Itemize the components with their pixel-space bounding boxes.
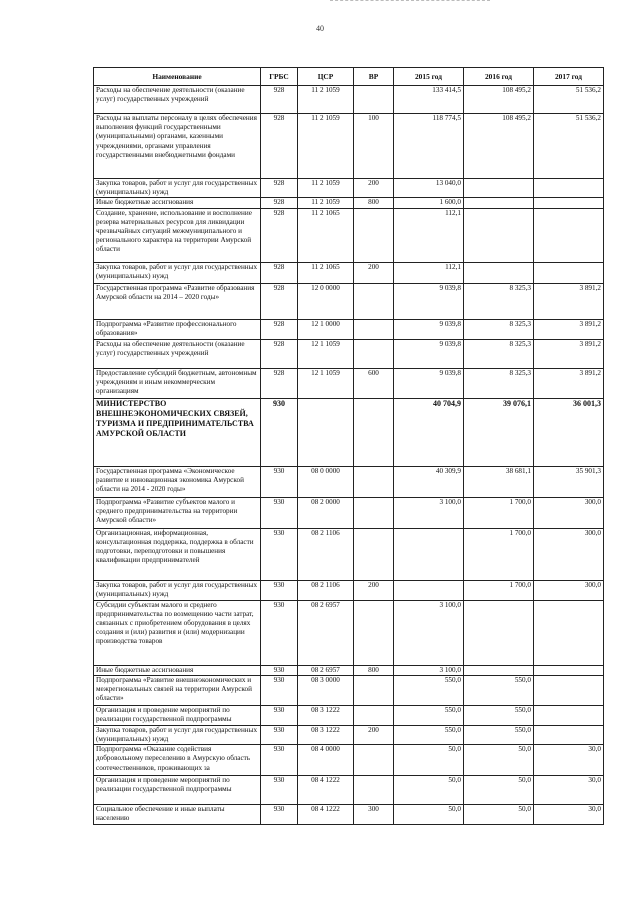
cell-name: Иные бюджетные ассигнования bbox=[94, 665, 261, 675]
cell-csr: 12 1 1059 bbox=[298, 368, 354, 398]
table-row bbox=[94, 675, 604, 705]
cell-grbs: 928 bbox=[261, 283, 298, 319]
cell-2017 bbox=[534, 705, 604, 725]
cell-2017 bbox=[534, 665, 604, 675]
table-row bbox=[94, 86, 604, 114]
cell-csr: 11 2 1059 bbox=[298, 86, 354, 114]
cell-2017: 51 536,2 bbox=[534, 86, 604, 114]
cell-2016: 1 700,0 bbox=[464, 497, 534, 528]
cell-2015: 9 039,8 bbox=[394, 339, 464, 368]
table-row bbox=[94, 528, 604, 580]
cell-2016: 1 700,0 bbox=[464, 528, 534, 580]
cell-name: Подпрограмма «Развитие профессионального образования» bbox=[94, 319, 261, 339]
header-2016: 2016 год bbox=[464, 68, 534, 86]
cell-2015: 3 100,0 bbox=[394, 600, 464, 665]
cell-2016 bbox=[464, 208, 534, 262]
table-row bbox=[94, 497, 604, 528]
cell-2016: 50,0 bbox=[464, 776, 534, 805]
cell-grbs: 928 bbox=[261, 114, 298, 179]
cell-name: Государственная программа «Развитие образования Амурской области на 2014 – 2020 годы» bbox=[94, 283, 261, 319]
cell-name: Субсидии субъектам малого и среднего предпринимательства по возмещению части затрат, связанных с приобретением оборудования в целях создания и (или) развития и (или) модернизации производства товаров bbox=[94, 600, 261, 665]
cell-2017: 3 891,2 bbox=[534, 368, 604, 398]
cell-2017: 3 891,2 bbox=[534, 339, 604, 368]
cell-vr: 200 bbox=[354, 725, 394, 744]
cell-2017 bbox=[534, 600, 604, 665]
cell-2017: 30,0 bbox=[534, 805, 604, 824]
cell-csr: 12 1 0000 bbox=[298, 319, 354, 339]
header-name: Наименование bbox=[94, 68, 261, 86]
cell-vr bbox=[354, 497, 394, 528]
cell-name: Закупка товаров, работ и услуг для государственных (муниципальных) нужд bbox=[94, 179, 261, 198]
cell-csr: 08 2 6957 bbox=[298, 665, 354, 675]
cell-csr: 08 2 6957 bbox=[298, 600, 354, 665]
table-row bbox=[94, 745, 604, 776]
cell-vr bbox=[354, 776, 394, 805]
cell-vr: 200 bbox=[354, 179, 394, 198]
cell-grbs: 928 bbox=[261, 208, 298, 262]
cell-2016: 1 700,0 bbox=[464, 580, 534, 600]
table-header-row bbox=[94, 68, 604, 86]
cell-grbs: 928 bbox=[261, 262, 298, 283]
cell-2017 bbox=[534, 208, 604, 262]
cell-2015 bbox=[394, 528, 464, 580]
cell-grbs: 928 bbox=[261, 86, 298, 114]
cell-2016: 550,0 bbox=[464, 705, 534, 725]
cell-csr: 08 3 0000 bbox=[298, 675, 354, 705]
cell-2017: 3 891,2 bbox=[534, 319, 604, 339]
cell-2017: 3 891,2 bbox=[534, 283, 604, 319]
cell-2017 bbox=[534, 725, 604, 744]
cell-2015: 550,0 bbox=[394, 705, 464, 725]
budget-table bbox=[93, 67, 604, 825]
cell-vr: 800 bbox=[354, 665, 394, 675]
cell-csr: 08 4 1222 bbox=[298, 805, 354, 824]
cell-2015: 50,0 bbox=[394, 776, 464, 805]
cell-2015: 1 600,0 bbox=[394, 198, 464, 208]
cell-grbs: 930 bbox=[261, 805, 298, 824]
scan-artifact bbox=[330, 0, 490, 5]
cell-2016: 550,0 bbox=[464, 675, 534, 705]
cell-2016: 50,0 bbox=[464, 745, 534, 776]
cell-2015: 3 100,0 bbox=[394, 665, 464, 675]
cell-grbs: 928 bbox=[261, 339, 298, 368]
cell-2017: 35 901,3 bbox=[534, 466, 604, 497]
cell-vr bbox=[354, 86, 394, 114]
cell-2015: 40 309,9 bbox=[394, 466, 464, 497]
cell-csr: 08 2 0000 bbox=[298, 497, 354, 528]
cell-2017: 36 001,3 bbox=[534, 398, 604, 466]
cell-vr: 800 bbox=[354, 198, 394, 208]
cell-csr: 08 4 0000 bbox=[298, 745, 354, 776]
table-row bbox=[94, 805, 604, 824]
cell-vr bbox=[354, 319, 394, 339]
cell-grbs: 928 bbox=[261, 179, 298, 198]
cell-name: Создание, хранение, использование и восполнение резерва материальных ресурсов для ликвидации чрезвычайных ситуаций межмуниципального и регионального характера на территории Амурской области bbox=[94, 208, 261, 262]
cell-2015 bbox=[394, 580, 464, 600]
cell-2016 bbox=[464, 179, 534, 198]
header-2015: 2015 год bbox=[394, 68, 464, 86]
cell-vr bbox=[354, 208, 394, 262]
table-row bbox=[94, 398, 604, 466]
cell-name: Подпрограмма «Оказание содействия добровольному переселению в Амурскую область соотечественников, проживающих за bbox=[94, 745, 261, 776]
cell-csr: 08 2 1106 bbox=[298, 580, 354, 600]
cell-name: Социальное обеспечение и иные выплаты населению bbox=[94, 805, 261, 824]
cell-csr: 08 3 1222 bbox=[298, 705, 354, 725]
cell-grbs: 928 bbox=[261, 368, 298, 398]
cell-vr bbox=[354, 705, 394, 725]
cell-2016: 38 681,1 bbox=[464, 466, 534, 497]
cell-vr: 300 bbox=[354, 805, 394, 824]
header-grbs: ГРБС bbox=[261, 68, 298, 86]
cell-2016: 550,0 bbox=[464, 725, 534, 744]
cell-name: Организационная, информационная, консультационная поддержка, поддержка в области подготовки, переподготовки и повышения квалификации предпринимателей bbox=[94, 528, 261, 580]
cell-2017 bbox=[534, 198, 604, 208]
cell-csr: 11 2 1065 bbox=[298, 262, 354, 283]
cell-csr: 08 2 1106 bbox=[298, 528, 354, 580]
table-row bbox=[94, 368, 604, 398]
cell-grbs: 928 bbox=[261, 319, 298, 339]
cell-2015: 550,0 bbox=[394, 725, 464, 744]
page-number: 40 bbox=[316, 24, 324, 33]
cell-csr: 08 4 1222 bbox=[298, 776, 354, 805]
cell-2016: 39 076,1 bbox=[464, 398, 534, 466]
cell-csr: 11 2 1065 bbox=[298, 208, 354, 262]
cell-2016: 8 325,3 bbox=[464, 339, 534, 368]
cell-2015: 112,1 bbox=[394, 208, 464, 262]
cell-vr bbox=[354, 600, 394, 665]
cell-vr: 200 bbox=[354, 262, 394, 283]
table-row bbox=[94, 319, 604, 339]
cell-name: Расходы на обеспечение деятельности (оказание услуг) государственных учреждений bbox=[94, 86, 261, 114]
cell-name: Подпрограмма «Развитие субъектов малого и среднего предпринимательства на территории Амурской области» bbox=[94, 497, 261, 528]
cell-name: Закупка товаров, работ и услуг для государственных (муниципальных) нужд bbox=[94, 580, 261, 600]
cell-csr: 11 2 1059 bbox=[298, 114, 354, 179]
cell-2015: 9 039,8 bbox=[394, 283, 464, 319]
table-row bbox=[94, 179, 604, 198]
cell-name: Расходы на выплаты персоналу в целях обеспечения выполнения функций государственными (муниципальными) органами, казенными учреждениями, органами управления государственными внебюджетными фондами bbox=[94, 114, 261, 179]
cell-vr: 600 bbox=[354, 368, 394, 398]
cell-2015: 118 774,5 bbox=[394, 114, 464, 179]
table-row bbox=[94, 705, 604, 725]
cell-2016: 50,0 bbox=[464, 805, 534, 824]
header-2017: 2017 год bbox=[534, 68, 604, 86]
table-row bbox=[94, 665, 604, 675]
cell-grbs: 930 bbox=[261, 466, 298, 497]
cell-grbs: 930 bbox=[261, 497, 298, 528]
table-row bbox=[94, 580, 604, 600]
cell-2015: 133 414,5 bbox=[394, 86, 464, 114]
cell-vr bbox=[354, 528, 394, 580]
cell-vr: 100 bbox=[354, 114, 394, 179]
cell-name: Организация и проведение мероприятий по реализации государственной подпрограммы bbox=[94, 776, 261, 805]
cell-2017 bbox=[534, 262, 604, 283]
cell-name: Иные бюджетные ассигнования bbox=[94, 198, 261, 208]
table-row bbox=[94, 776, 604, 805]
cell-vr bbox=[354, 398, 394, 466]
cell-2015: 3 100,0 bbox=[394, 497, 464, 528]
cell-grbs: 930 bbox=[261, 528, 298, 580]
cell-csr: 08 0 0000 bbox=[298, 466, 354, 497]
cell-2015: 550,0 bbox=[394, 675, 464, 705]
cell-2016: 8 325,3 bbox=[464, 283, 534, 319]
cell-2015: 50,0 bbox=[394, 745, 464, 776]
table-row bbox=[94, 600, 604, 665]
cell-vr: 200 bbox=[354, 580, 394, 600]
cell-2017 bbox=[534, 675, 604, 705]
cell-name: Закупка товаров, работ и услуг для государственных (муниципальных) нужд bbox=[94, 725, 261, 744]
cell-2015: 50,0 bbox=[394, 805, 464, 824]
cell-grbs: 930 bbox=[261, 725, 298, 744]
table-row bbox=[94, 466, 604, 497]
header-vr: ВР bbox=[354, 68, 394, 86]
cell-2017 bbox=[534, 179, 604, 198]
cell-grbs: 930 bbox=[261, 665, 298, 675]
cell-grbs: 928 bbox=[261, 198, 298, 208]
table-row bbox=[94, 114, 604, 179]
table-row bbox=[94, 262, 604, 283]
cell-2016 bbox=[464, 600, 534, 665]
cell-2016: 8 325,3 bbox=[464, 319, 534, 339]
cell-grbs: 930 bbox=[261, 600, 298, 665]
cell-csr: 11 2 1059 bbox=[298, 198, 354, 208]
cell-2015: 13 040,0 bbox=[394, 179, 464, 198]
cell-csr: 08 3 1222 bbox=[298, 725, 354, 744]
cell-2015: 9 039,8 bbox=[394, 319, 464, 339]
cell-2016: 108 495,2 bbox=[464, 86, 534, 114]
cell-2016 bbox=[464, 198, 534, 208]
cell-2017: 51 536,2 bbox=[534, 114, 604, 179]
cell-name: Государственная программа «Экономическое развитие и инновационная экономика Амурской области на 2014 - 2020 годы» bbox=[94, 466, 261, 497]
cell-name: МИНИСТЕРСТВО ВНЕШНЕЭКОНОМИЧЕСКИХ СВЯЗЕЙ, ТУРИЗМА И ПРЕДПРИНИМАТЕЛЬСТВА АМУРСКОЙ ОБЛАСТИ bbox=[94, 398, 261, 466]
cell-vr bbox=[354, 339, 394, 368]
cell-2017: 300,0 bbox=[534, 497, 604, 528]
header-csr: ЦСР bbox=[298, 68, 354, 86]
table-row bbox=[94, 283, 604, 319]
cell-grbs: 930 bbox=[261, 776, 298, 805]
cell-2016: 108 495,2 bbox=[464, 114, 534, 179]
table-row bbox=[94, 725, 604, 744]
cell-2017: 300,0 bbox=[534, 580, 604, 600]
cell-2015: 112,1 bbox=[394, 262, 464, 283]
cell-grbs: 930 bbox=[261, 675, 298, 705]
cell-grbs: 930 bbox=[261, 398, 298, 466]
table-row bbox=[94, 198, 604, 208]
cell-2015: 40 704,9 bbox=[394, 398, 464, 466]
cell-csr: 11 2 1059 bbox=[298, 179, 354, 198]
table-row bbox=[94, 339, 604, 368]
cell-name: Организация и проведение мероприятий по реализации государственной подпрограммы bbox=[94, 705, 261, 725]
cell-grbs: 930 bbox=[261, 705, 298, 725]
cell-vr bbox=[354, 466, 394, 497]
cell-2017: 30,0 bbox=[534, 776, 604, 805]
cell-csr: 12 0 0000 bbox=[298, 283, 354, 319]
cell-grbs: 930 bbox=[261, 580, 298, 600]
cell-vr bbox=[354, 745, 394, 776]
cell-name: Закупка товаров, работ и услуг для государственных (муниципальных) нужд bbox=[94, 262, 261, 283]
table-row bbox=[94, 208, 604, 262]
cell-name: Предоставление субсидий бюджетным, автономным учреждениям и иным некоммерческим организациям bbox=[94, 368, 261, 398]
cell-2015: 9 039,8 bbox=[394, 368, 464, 398]
cell-2016 bbox=[464, 262, 534, 283]
cell-csr: 12 1 1059 bbox=[298, 339, 354, 368]
cell-csr bbox=[298, 398, 354, 466]
cell-2016 bbox=[464, 665, 534, 675]
cell-2017: 300,0 bbox=[534, 528, 604, 580]
cell-name: Расходы на обеспечение деятельности (оказание услуг) государственных учреждений bbox=[94, 339, 261, 368]
cell-vr bbox=[354, 283, 394, 319]
cell-vr bbox=[354, 675, 394, 705]
cell-name: Подпрограмма «Развитие внешнеэкономических и межрегиональных связей на территории Амурской области» bbox=[94, 675, 261, 705]
cell-grbs: 930 bbox=[261, 745, 298, 776]
cell-2016: 8 325,3 bbox=[464, 368, 534, 398]
cell-2017: 30,0 bbox=[534, 745, 604, 776]
